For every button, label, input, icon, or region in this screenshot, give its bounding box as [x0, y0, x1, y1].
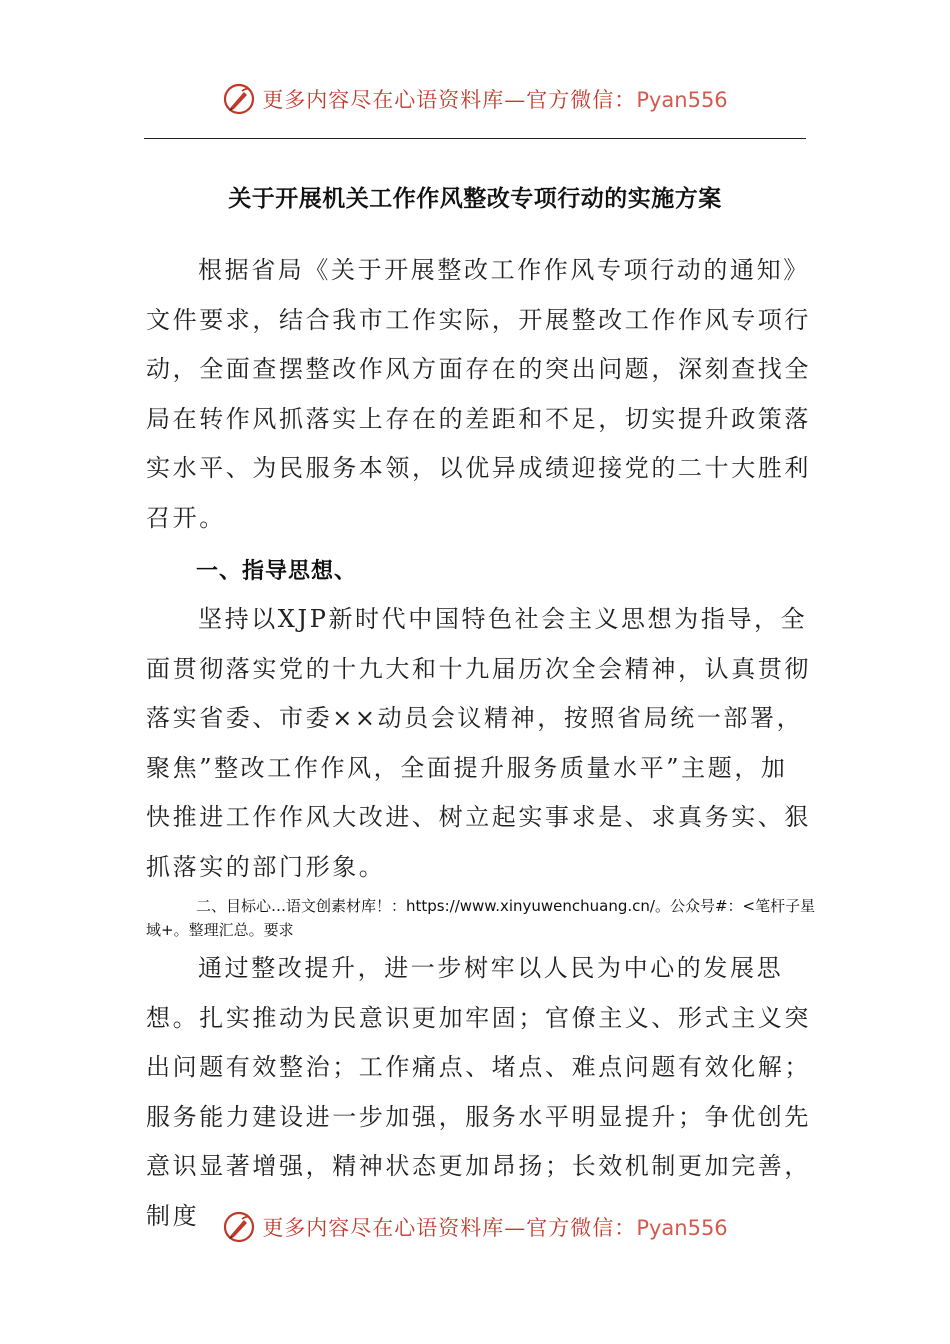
- watermark-wechat-id: Pyan556: [636, 88, 728, 112]
- document-title: 关于开展机关工作作风整改专项行动的实施方案: [228, 185, 722, 212]
- header-watermark: [0, 82, 950, 116]
- watermark-wechat-id: Pyan556: [636, 1216, 728, 1240]
- intro-paragraph: 根据省局《关于开展整改工作作风专项行动的通知》文件要求，结合我市工作实际，开展整改工作作风专项行动，全面查摆整改作风方面存在的突出问题，深刻查找全局在转作风抓落实上存在的差距和不足，切实提升政策落实水平、为民服务本领，以优异成绩迎接党的二十大胜利召开。: [146, 256, 811, 532]
- guiding-ideology-paragraph: 坚持以XJP新时代中国特色社会主义思想为指导，全面贯彻落实党的十九大和十九届历次全会精神，认真贯彻落实省委、市委××动员会议精神，按照省局统一部署，聚焦”整改工作作风，全面提升服务质量水平”主题，加快推进工作作风大改进、树立起实事求是、求真务实、狠抓落实的部门形象。: [146, 605, 811, 881]
- section-heading-goals-note: 二、目标心…语文创素材库！：https://www.xinyuwenchuang.cn/。公众号#：<笔杆子星域+。整理汇总。要求: [146, 897, 816, 939]
- goals-paragraph: 通过整改提升，进一步树牢以人民为中心的发展思想。扎实推动为民意识更加牢固；官僚主义、形式主义突出问题有效整治；工作痛点、堵点、难点问题有效化解；服务能力建设进一步加强，服务水平明显提升；争优创先意识显著增强，精神状态更加昂扬；长效机制更加完善，制度: [146, 954, 811, 1230]
- watermark-text: 更多内容尽在心语资料库—官方微信：: [262, 1216, 637, 1240]
- section-heading-guiding-ideology: 一、指导思想、: [196, 559, 358, 584]
- pen-logo-icon: [222, 82, 256, 116]
- pen-logo-icon: [222, 1210, 256, 1244]
- footer-watermark: [0, 1210, 950, 1244]
- header-divider: [144, 138, 806, 139]
- watermark-text: 更多内容尽在心语资料库—官方微信：: [262, 88, 637, 112]
